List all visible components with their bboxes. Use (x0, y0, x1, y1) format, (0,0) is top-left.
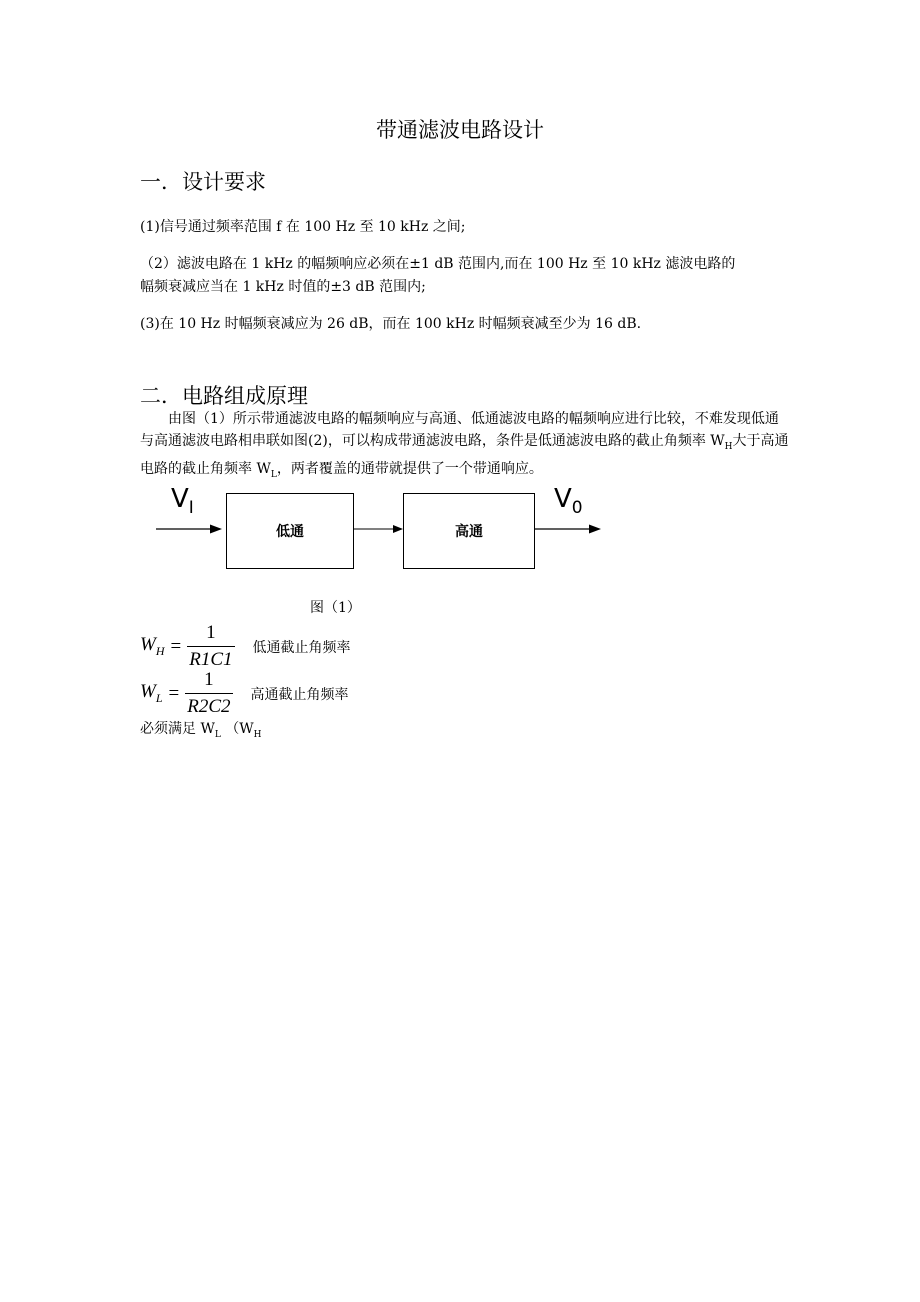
para-sub-l: L (270, 469, 277, 480)
highpass-block: 高通 (403, 493, 535, 569)
requirement-3: (3)在 10 Hz 时幅频衰减应为 26 dB，而在 100 kHz 时幅频衰减至少为 16 dB. (140, 316, 642, 332)
formula-wl-var: $W_L$ (140, 681, 163, 705)
lowpass-block: 低通 (226, 493, 354, 569)
formula-wh (140, 622, 351, 671)
para-text-2: 大于高通电路的截止角频率 W (140, 433, 789, 477)
input-signal-label: $V_I$ (171, 484, 194, 519)
formula-wl-desc: 高通截止角频率 (250, 686, 349, 703)
page-title: 带通滤波电路设计 (376, 118, 544, 142)
formula-wl-fraction (185, 669, 232, 718)
middle-arrowhead (393, 525, 403, 533)
formula-wh-desc: 低通截止角频率 (252, 639, 351, 656)
formula-wh-var: $W_H$ (140, 634, 165, 658)
para-sub-h: H (724, 441, 733, 452)
para-text-1: 由图（1）所示带通滤波电路的幅频响应与高通、低通滤波电路的幅频响应进行比较，不难发现低通与高通滤波电路相串联如图(2)，可以构成带通滤波电路，条件是低通滤波电路的截止角频率 W (140, 411, 779, 449)
requirement-2-line2: 幅频衰减应当在 1 kHz 时值的±3 dB 范围内; (140, 279, 426, 295)
formula-wl-denominator: R2C2 (185, 693, 232, 718)
section2-heading: 二．电路组成原理 (140, 384, 308, 408)
requirement-1: (1)信号通过频率范围 f 在 100 Hz 至 10 kHz 之间; (140, 219, 466, 235)
condition-line: 必须满足 $W_L$ （$W_H$ (140, 721, 262, 740)
formula-wh-denominator: R1C1 (187, 646, 234, 671)
requirement-2-line1: （2）滤波电路在 1 kHz 的幅频响应必须在±1 dB 范围内,而在 100 Hz 至 10 kHz 滤波电路的 (140, 256, 736, 272)
formula-wl-numerator: 1 (204, 669, 214, 690)
para-text-3: ，两者覆盖的通带就提供了一个带通响应。 (276, 460, 543, 477)
formula-wh-fraction (187, 622, 234, 671)
formula-wl-eq: = (168, 682, 180, 704)
section1-heading: 一．设计要求 (140, 170, 266, 194)
formula-wh-numerator: 1 (206, 622, 216, 643)
output-arrowhead (589, 525, 601, 534)
formula-wh-eq: = (170, 635, 182, 657)
formula-wl (140, 669, 349, 718)
output-signal-label: $V_0$ (554, 484, 583, 519)
figure-caption: 图（1） (310, 600, 361, 616)
input-arrowhead (210, 525, 222, 534)
